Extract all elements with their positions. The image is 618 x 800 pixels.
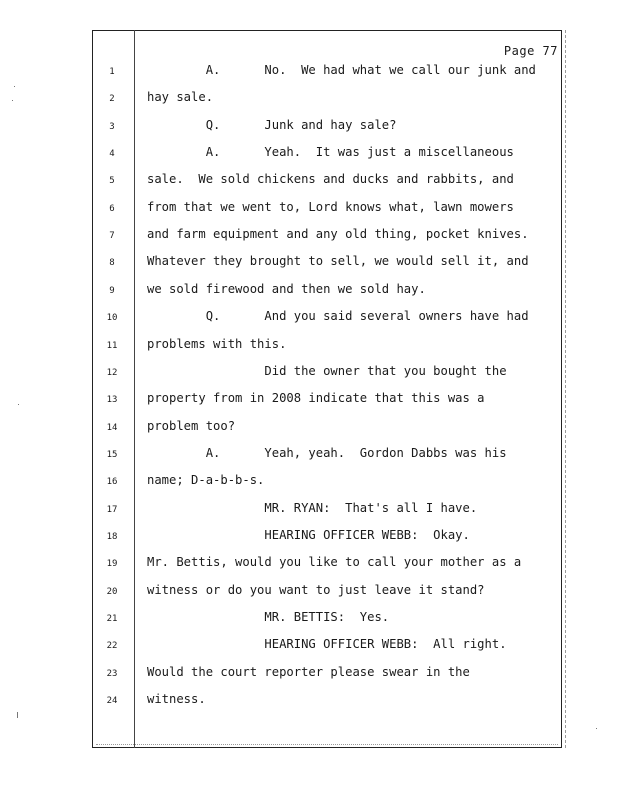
line-text: we sold firewood and then we sold hay. (147, 281, 426, 296)
transcript-line (0, 254, 618, 274)
transcript-line (0, 692, 618, 712)
transcript-line (0, 665, 618, 685)
line-number: 1 (109, 67, 115, 77)
transcript-line (0, 309, 618, 329)
transcript-line (0, 63, 618, 83)
line-text: hay sale. (147, 90, 214, 105)
line-number: 24 (106, 696, 118, 707)
line-number: 10 (106, 313, 118, 324)
line-text: problems with this. (147, 336, 287, 351)
line-number: 23 (106, 668, 118, 679)
transcript-line (0, 528, 618, 548)
line-text: A. Yeah, yeah. Gordon Dabbs was his (147, 445, 507, 460)
scan-speck (596, 728, 597, 729)
line-number: 16 (106, 477, 118, 488)
transcript-line (0, 282, 618, 302)
transcript-line (0, 172, 618, 192)
line-number: 12 (106, 367, 118, 378)
line-text: name; D-a-b-b-s. (147, 473, 265, 488)
transcript-line (0, 446, 618, 466)
line-text: property from in 2008 indicate that this was a (147, 391, 485, 406)
line-number: 13 (106, 395, 118, 406)
scan-speck (12, 100, 13, 101)
line-number: 9 (109, 285, 115, 296)
page-number: Page 77 (503, 44, 558, 58)
transcript-line (0, 337, 618, 357)
line-text: Did the owner that you bought the (147, 363, 507, 378)
line-number: 14 (106, 422, 118, 433)
line-text: Would the court reporter please swear in the (147, 664, 470, 679)
scan-speck (17, 712, 18, 718)
transcript-line (0, 583, 618, 603)
line-text: and farm equipment and any old thing, pocket knives. (147, 227, 529, 242)
transcript-line (0, 637, 618, 657)
line-number: 8 (109, 258, 115, 269)
bottom-scan-noise (96, 744, 558, 745)
transcript-line (0, 501, 618, 521)
transcript-line (0, 391, 618, 411)
line-text: Q. And you said several owners have had (147, 309, 529, 324)
line-text: witness or do you want to just leave it stand? (147, 582, 485, 597)
line-text: Whatever they brought to sell, we would sell it, and (147, 254, 529, 269)
line-number: 3 (109, 121, 115, 132)
transcript-line (0, 90, 618, 110)
line-text: HEARING OFFICER WEBB: Okay. (147, 527, 470, 542)
line-number: 15 (106, 449, 118, 460)
line-number: 17 (106, 504, 118, 515)
line-number: 20 (106, 586, 118, 597)
transcript-line (0, 118, 618, 138)
transcript-line (0, 419, 618, 439)
transcript-line (0, 200, 618, 220)
line-text: A. No. We had what we call our junk and (147, 63, 536, 77)
transcript-line (0, 364, 618, 384)
transcript-line (0, 227, 618, 247)
line-text: MR. BETTIS: Yes. (147, 610, 390, 624)
scan-speck (14, 86, 15, 87)
line-text: Q. Junk and hay sale? (147, 117, 397, 132)
transcript-line (0, 555, 618, 575)
line-text: HEARING OFFICER WEBB: All right. (147, 637, 507, 652)
line-text: MR. RYAN: That's all I have. (147, 500, 478, 515)
line-number: 19 (106, 559, 118, 570)
line-text: Mr. Bettis, would you like to call your mother as a (147, 555, 522, 570)
line-text: sale. We sold chickens and ducks and rabbits, and (147, 172, 514, 187)
transcript-line (0, 610, 618, 630)
line-number: 4 (109, 149, 115, 160)
transcript-line (0, 473, 618, 493)
scan-speck (18, 404, 19, 405)
line-number: 5 (109, 176, 115, 187)
line-text: from that we went to, Lord knows what, lawn mowers (147, 199, 514, 214)
line-number: 11 (106, 340, 118, 351)
line-number: 18 (106, 531, 118, 542)
line-number: 6 (109, 203, 115, 214)
transcript-line (0, 145, 618, 165)
line-text: problem too? (147, 418, 236, 433)
line-number: 22 (106, 641, 118, 652)
line-number: 7 (109, 231, 115, 242)
line-text: witness. (147, 692, 206, 707)
line-number: 2 (109, 94, 115, 105)
line-text: A. Yeah. It was just a miscellaneous (147, 145, 514, 160)
line-number: 21 (106, 614, 118, 624)
